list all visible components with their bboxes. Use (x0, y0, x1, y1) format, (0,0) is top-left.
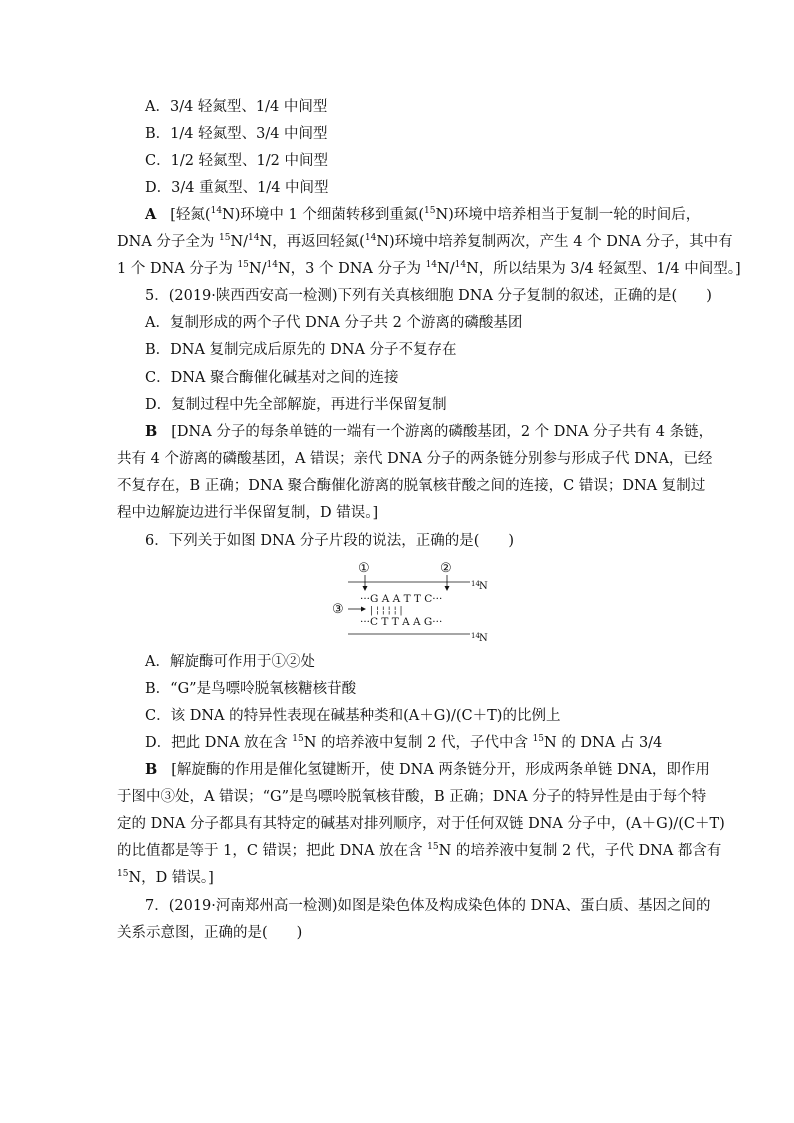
q6-answer-line-1: B [解旋酶的作用是催化氢键断开，使 DNA 两条链分开，形成两条单链 DNA，即作用 (145, 761, 710, 778)
dna-fragment-diagram (330, 558, 490, 648)
q6-option-b: B．“G”是鸟嘌呤脱氧核糖核苷酸 (145, 681, 357, 697)
marker-2: ② (440, 561, 452, 576)
arrow-2-head (445, 586, 450, 591)
top-label: N (479, 581, 488, 592)
q5-option-b: B．DNA 复制完成后原先的 DNA 分子不复存在 (145, 342, 457, 358)
q4-option-a: A．3/4 轻氮型、1/4 中间型 (145, 99, 328, 115)
q5-stem: 5．(2019·陕西西安高一检测)下列有关真核细胞 DNA 分子复制的叙述，正确的是( ) (145, 288, 712, 304)
q4-answer-line-1: A [轻氮($^{14}$N)环境中 1 个细菌转移到重氮($^{15}$N)环境中培养相当于复制一轮的时间后， (145, 206, 701, 223)
marker-1: ① (358, 561, 370, 576)
q6-option-d: D．把此 DNA 放在含 $^{15}$N 的培养液中复制 2 代，子代中含 $^{15}$N 的 DNA 占 3/4 (145, 734, 663, 751)
q5-answer-line-3: 不复存在，B 正确；DNA 聚合酶催化游离的脱氧核苷酸之间的连接，C 错误；DNA 复制过 (117, 478, 706, 494)
q5-answer-line-4: 程中边解旋边进行半保留复制，D 错误。] (117, 505, 379, 521)
bottom-label: N (479, 633, 488, 644)
q7-stem-line-1: 7．(2019·河南郑州高一检测)如图是染色体及构成染色体的 DNA、蛋白质、基因之间的 (145, 898, 711, 914)
q4-option-d: D．3/4 重氮型、1/4 中间型 (145, 180, 329, 196)
top-label-sup: 14 (471, 580, 480, 588)
marker-3: ③ (332, 602, 344, 617)
q5-option-d: D．复制过程中先全部解旋，再进行半保留复制 (145, 397, 447, 413)
q6-stem: 6．下列关于如图 DNA 分子片段的说法，正确的是( ) (145, 533, 515, 549)
q5-answer-letter: B (145, 423, 158, 440)
q4-answer-line-2: DNA 分子全为 $^{15}$N/$^{14}$N，再返回轻氮($^{14}$N)环境中培养复制两次，产生 4 个 DNA 分子，其中有 (117, 233, 733, 250)
q6-answer-line-3: 定的 DNA 分子都具有其特定的碱基对排列顺序，对于任何双链 DNA 分子中，(A＋G)/(C＋T) (117, 816, 725, 832)
q6-answer-line-2: 于图中③处，A 错误；“G”是鸟嘌呤脱氧核苷酸，B 正确；DNA 分子的特异性是由于每个特 (117, 789, 707, 805)
hydrogen-bonds: | ¦ ¦ ¦ ¦ | (370, 606, 403, 616)
q4-answer-letter: A (145, 206, 157, 223)
bottom-label-sup: 14 (471, 632, 480, 640)
q4-option-c: C．1/2 轻氮型、1/2 中间型 (145, 153, 328, 169)
q6-option-c: C．该 DNA 的特异性表现在碱基种类和(A＋G)/(C＋T)的比例上 (145, 708, 561, 724)
bottom-strand-sequence: ···C T T A A G··· (360, 616, 443, 628)
arrow-1-head (363, 586, 368, 591)
q5-option-c: C．DNA 聚合酶催化碱基对之间的连接 (145, 370, 399, 386)
q6-answer-letter: B (145, 761, 158, 778)
q6-answer-line-5: $^{15}$N，D 错误。] (117, 869, 214, 886)
q6-option-a: A．解旋酶可作用于①②处 (145, 654, 315, 670)
q5-answer-line-1: B [DNA 分子的每条单链的一端有一个游离的磷酸基团，2 个 DNA 分子共有 4 条链， (145, 423, 714, 440)
q4-answer-line-3: 1 个 DNA 分子为 $^{15}$N/$^{14}$N，3 个 DNA 分子为 $^{14}$N/$^{14}$N，所以结果为 3/4 轻氮型、1/4 中间型。] (117, 260, 741, 277)
q6-answer-line-4: 的比值都是等于 1，C 错误；把此 DNA 放在含 $^{15}$N 的培养液中复制 2 代，子代 DNA 都含有 (117, 842, 722, 859)
q5-answer-line-2: 共有 4 个游离的磷酸基团，A 错误；亲代 DNA 分子的两条链分别参与形成子代 DNA，已经 (117, 451, 713, 467)
arrow-3-head (361, 607, 366, 612)
q5-option-a: A．复制形成的两个子代 DNA 分子共 2 个游离的磷酸基团 (145, 315, 523, 331)
q4-option-b: B．1/4 轻氮型、3/4 中间型 (145, 126, 328, 142)
q7-stem-line-2: 关系示意图，正确的是( ) (117, 925, 303, 941)
top-strand-sequence: ···G A A T T C··· (360, 593, 443, 605)
